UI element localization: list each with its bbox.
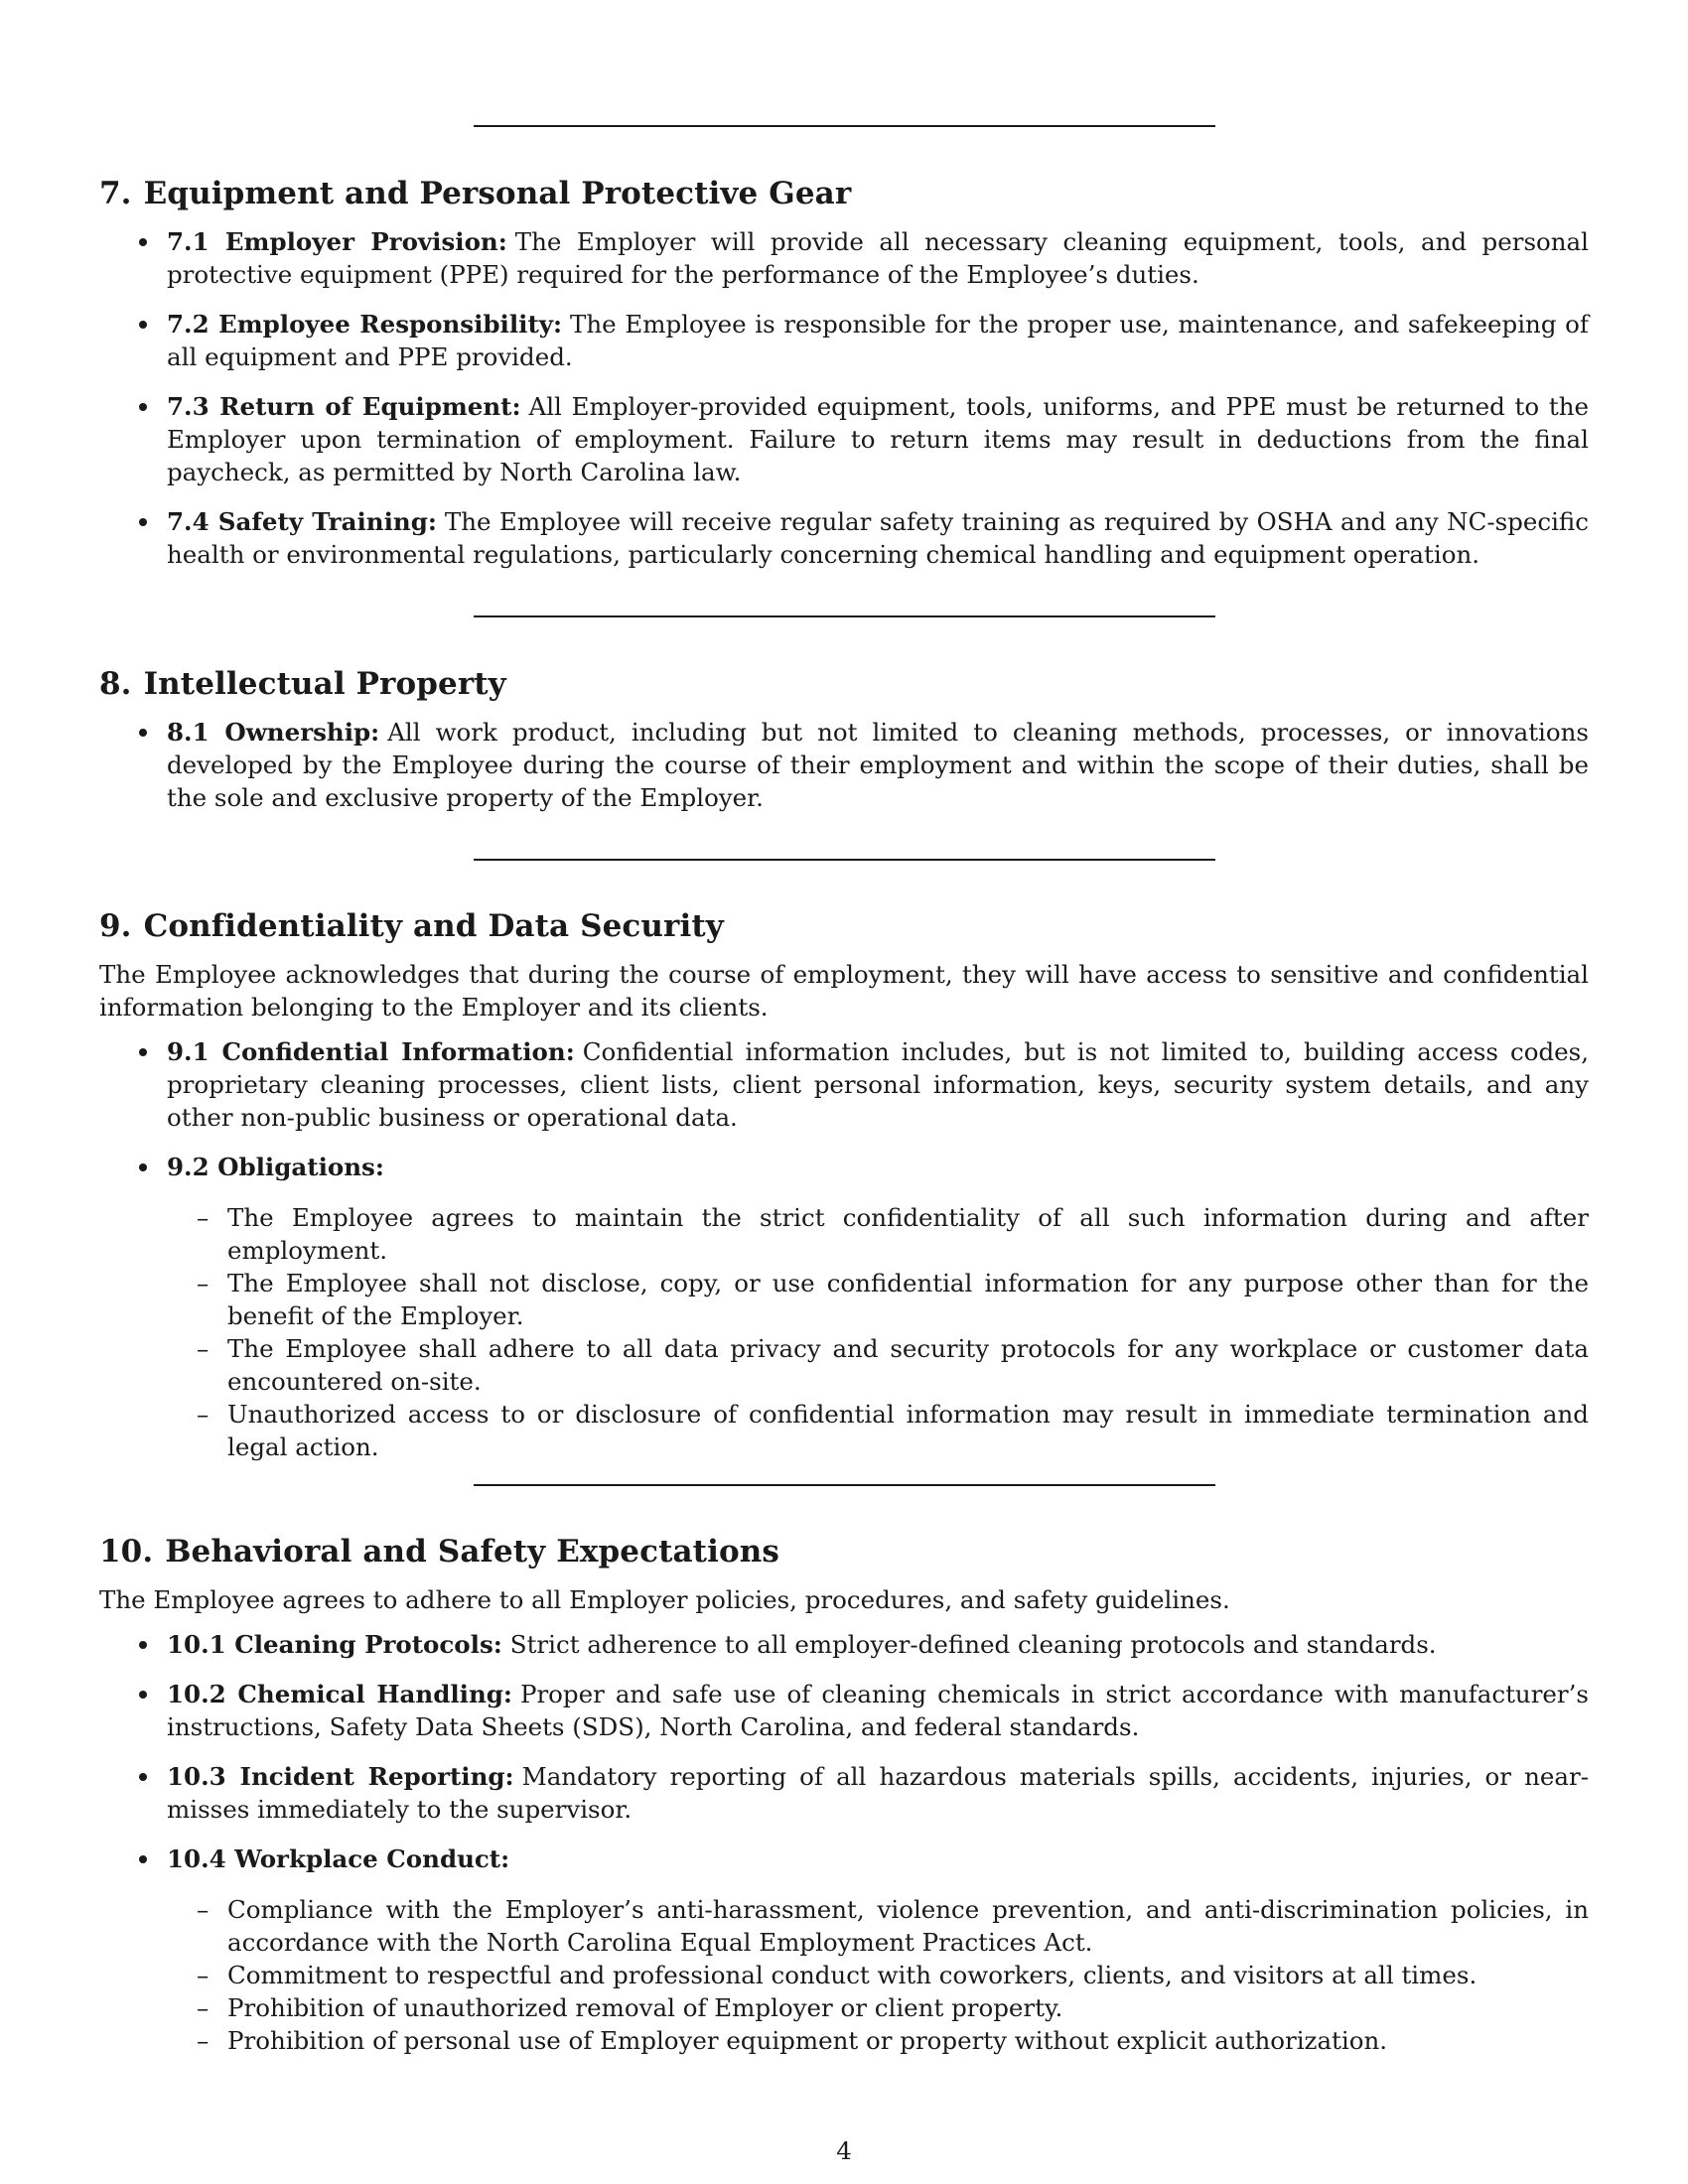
list-item: 7.3 Return of Equipment: All Employer-provided equipment, tools, uniforms, and PPE must be returned to the Employer upon termination of employment. Failure to return items may result in deductions from the final paycheck, as permitted by North Carolina law. [99, 390, 1589, 488]
page-number: 4 [836, 2136, 852, 2165]
sub-list-item: – Compliance with the Employer’s anti-harassment, violence prevention, and anti-discrimination policies, in accordance with the North Carolina Equal Employment Practices Act. [167, 1893, 1589, 1959]
list-item: 10.4 Workplace Conduct: – Compliance with the Employer’s anti-harassment, violence prevention, and anti-discrimination policies, in accordance with the North Carolina Equal Employment Practices Act. – Commitment to respectful and professional conduct with coworkers, clients, and visitors at all times. – Prohibition of unauthorized removal of Employer or client property. – Prohibition of personal use of Employer equipment or property without explicit authorization. [99, 1843, 1589, 2057]
section-7-heading: 7. Equipment and Personal Protective Gear [99, 176, 852, 211]
list-item: 7.4 Safety Training: The Employee will receive regular safety training as required by OSHA and any NC-specific health or environmental regulations, particularly concerning chemical handling and equipment operation. [99, 505, 1589, 571]
sub-list-item: – Unauthorized access to or disclosure of confidential information may result in immediate termination and legal action. [167, 1398, 1589, 1463]
section-7 [99, 174, 1589, 571]
divider [474, 615, 1215, 617]
section-10-intro: The Employee agrees to adhere to all Employer policies, procedures, and safety guidelines. [99, 1585, 1230, 1614]
list-item: 7.2 Employee Responsibility: The Employee is responsible for the proper use, maintenance, and safekeeping of all equipment and PPE provided. [99, 308, 1589, 373]
section-8 [99, 664, 1589, 814]
list-item: 9.1 Confidential Information: Confidential information includes, but is not limited to, building access codes, proprietary cleaning processes, client lists, client personal information, keys, security system details, and any other non-public business or operational data. [99, 1035, 1589, 1134]
list-item: 10.3 Incident Reporting: Mandatory reporting of all hazardous materials spills, accidents, injuries, or near-misses immediately to the supervisor. [99, 1760, 1589, 1826]
list-item: 10.1 Cleaning Protocols: Strict adherence to all employer-defined cleaning protocols and standards. [99, 1628, 1589, 1661]
document-page [99, 0, 1589, 2184]
divider [474, 1484, 1215, 1486]
section-8-heading: 8. Intellectual Property [99, 666, 506, 702]
section-9 [99, 906, 1589, 1463]
sub-list-item: – The Employee shall not disclose, copy, or use confidential information for any purpose other than for the benefit of the Employer. [167, 1267, 1589, 1332]
section-9-intro: The Employee acknowledges that during the course of employment, they will have access to sensitive and confidential information belonging to the Employer and its clients. [99, 960, 1589, 1022]
sub-list-item: – Prohibition of unauthorized removal of Employer or client property. [167, 1991, 1589, 2024]
section-7-list [99, 225, 1589, 571]
list-item: 10.2 Chemical Handling: Proper and safe use of cleaning chemicals in strict accordance with manufacturer’s instructions, Safety Data Sheets (SDS), North Carolina, and federal standards. [99, 1678, 1589, 1743]
section-9-list [99, 1035, 1589, 1463]
section-10-list [99, 1628, 1589, 2057]
section-8-list [99, 716, 1589, 814]
divider [474, 859, 1215, 861]
sub-list-item: – Commitment to respectful and professional conduct with coworkers, clients, and visitors at all times. [167, 1959, 1589, 1991]
workplace-conduct-sublist [167, 1893, 1589, 2057]
sub-list-item: – The Employee agrees to maintain the strict confidentiality of all such information during and after employment. [167, 1201, 1589, 1267]
section-9-heading: 9. Confidentiality and Data Security [99, 908, 724, 944]
list-item: 9.2 Obligations: – The Employee agrees to maintain the strict confidentiality of all such information during and after employment. – The Employee shall not disclose, copy, or use confidential information for any purpose other than for the benefit of the Employer. – The Employee shall adhere to all data privacy and security protocols for any workplace or customer data encountered on-site. – Unauthorized access to or disclosure of confidential information may result in immediate termination and legal action. [99, 1151, 1589, 1463]
list-item: 7.1 Employer Provision: The Employer will provide all necessary cleaning equipment, tools, and personal protective equipment (PPE) required for the performance of the Employee’s duties. [99, 225, 1589, 291]
obligations-sublist [167, 1201, 1589, 1463]
list-item: 8.1 Ownership: All work product, including but not limited to cleaning methods, processes, or innovations developed by the Employee during the course of their employment and within the scope of their duties, shall be the sole and exclusive property of the Employer. [99, 716, 1589, 814]
sub-list-item: – The Employee shall adhere to all data privacy and security protocols for any workplace or customer data encountered on-site. [167, 1332, 1589, 1398]
section-10-heading: 10. Behavioral and Safety Expectations [99, 1534, 779, 1570]
sub-list-item: – Prohibition of personal use of Employer equipment or property without explicit authorization. [167, 2024, 1589, 2057]
section-10 [99, 1532, 1589, 2057]
divider-top [474, 125, 1215, 127]
